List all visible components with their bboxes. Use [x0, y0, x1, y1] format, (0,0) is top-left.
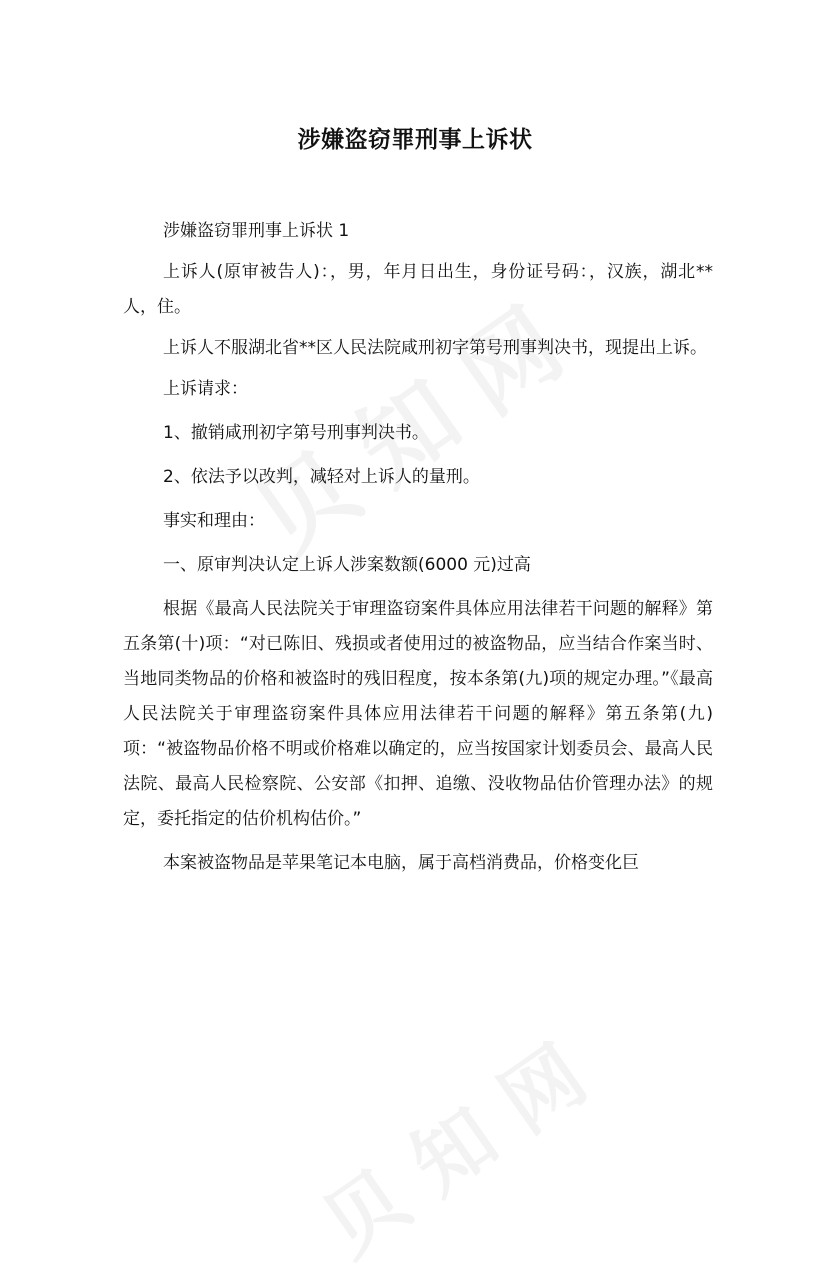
document-body: [123, 214, 713, 890]
watermark-bottom: [296, 997, 627, 1277]
paragraph-section-1-heading: 一、原审判决认定上诉人涉案数额(6000 元)过高: [163, 555, 531, 575]
document-title: 涉嫌盗窃罪刑事上诉状: [297, 127, 533, 153]
paragraph-appeal-statement: 上诉人不服湖北省**区人民法院咸刑初字第号刑事判决书，现提出上诉。: [163, 338, 707, 358]
paragraph-request-1: 1、撤销咸刑初字第号刑事判决书。: [163, 423, 429, 443]
paragraph-subtitle: 涉嫌盗窃罪刑事上诉状 1: [163, 221, 350, 241]
paragraph-appellant-info: 上诉人(原审被告人)：，男，年月日出生，身份证号码：，汉族，湖北**人，住。: [123, 262, 713, 317]
paragraph-request-2: 2、依法予以改判，减轻对上诉人的量刑。: [163, 467, 480, 487]
paragraph-stolen-item: 本案被盗物品是苹果笔记本电脑，属于高档消费品，价格变化巨: [163, 853, 639, 873]
paragraph-requests-heading: 上诉请求：: [163, 379, 248, 399]
paragraph-legal-basis: 根据《最高人民法院关于审理盗窃案件具体应用法律若干问题的解释》第五条第(十)项：“对已陈旧、残损或者使用过的被盗物品，应当结合作案当时、当地同类物品的价格和被盗时的残旧程度，按本条第(九)项的规定办理。”《最高人民法院关于审理盗窃案件具体应用法律若干问题的解释》第五条第(九)项：“被盗物品价格不明或价格难以确定的，应当按国家计划委员会、最高人民法院、最高人民检察院、公安部《扣押、追缴、没收物品估价管理办法》的规定，委托指定的估价机构估价。”: [123, 599, 713, 829]
paragraph-facts-heading: 事实和理由：: [163, 511, 265, 531]
